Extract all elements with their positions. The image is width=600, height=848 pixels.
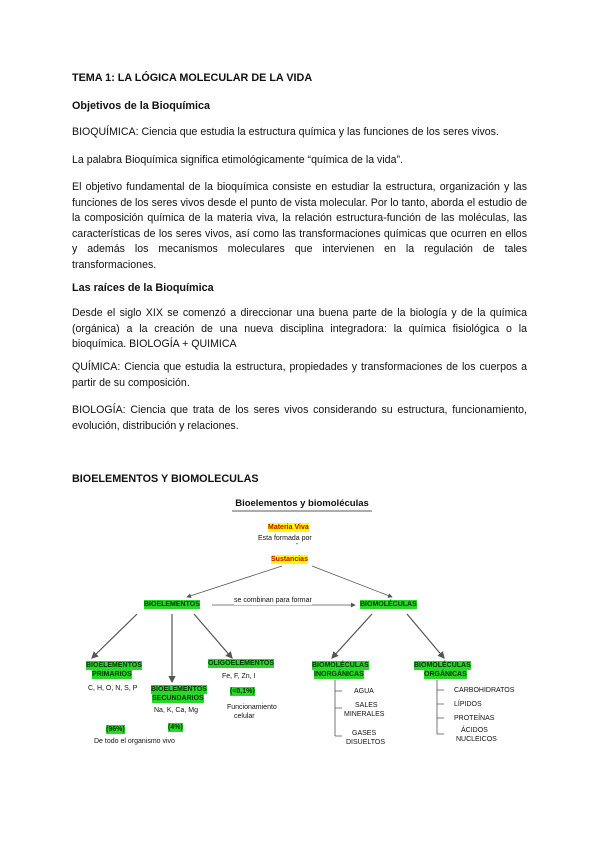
oligo-note-2: celular [234,713,255,720]
secundarios-list: Na, K, Ca, Mg [154,707,198,714]
secundarios-pct: (4%) [168,724,183,731]
diagram-title: Bioelementos y biomoléculas [235,498,369,509]
inorg-item-disueltos: DISUELTOS [346,739,386,746]
paragraph-siglo-xix: Desde el siglo XIX se comenzó a direccionar una buena parte de la biología y de la química (orgánica) a la creación de una nueva disciplina integradora: la química fisiológica o la bioquímica. BIOLOGÍA + QUIMICA [72,307,527,351]
section-heading-bioelementos: BIOELEMENTOS Y BIOMOLECULAS [72,473,259,485]
primarios-pct: (96%) [106,726,125,733]
doc-title: TEMA 1: LA LÓGICA MOLECULAR DE LA VIDA [72,72,313,84]
node-secundarios-2: SECUNDARIOS [152,695,204,702]
node-primarios-2: PRIMARIOS [92,671,132,678]
node-secundarios-1: BIOELEMENTOS [151,686,207,693]
primarios-list: C, H, O, N, S, P [88,685,138,692]
arrow-to-primarios [92,614,137,658]
inorg-item-minerales: MINERALES [344,711,385,718]
oligo-pct: (<0,1%) [230,688,255,695]
inorg-item-gases: GASES [352,730,377,737]
inorg-item-agua: AGUA [354,688,374,695]
node-inorganicas-2: INORGÁNICAS [314,671,364,678]
arrow-to-biomoleculas [312,566,392,597]
node-inorganicas-1: BIOMOLÉCULAS [312,662,369,669]
arrow-to-inorganicas [332,614,372,658]
node-organicas-1: BIOMOLÉCULAS [414,662,471,669]
node-oligoelementos: OLIGOELEMENTOS [208,660,274,667]
oligo-note-1: Funcionamiento [227,704,277,711]
concept-diagram [72,496,527,766]
arrow-to-organicas [407,614,444,658]
paragraph-quimica: QUÍMICA: Ciencia que estudia la estructura, propiedades y transformaciones de los cuerpos a partir de su composición. [72,361,527,389]
node-primarios-1: BIOELEMENTOS [86,662,142,669]
org-item-acidos: ÁCIDOS [461,727,488,734]
label-combinan: se combinan para formar [234,597,312,604]
org-item-nucleicos: NUCLEICOS [456,736,497,743]
oligo-list: Fe, F, Zn, I [222,673,256,680]
section-heading-objetivos: Objetivos de la Bioquímica [72,100,210,112]
org-item-carbohidratos: CARBOHIDRATOS [454,687,515,694]
node-materia-viva: Materia Viva [268,524,309,531]
arrow-to-bioelementos [187,566,282,597]
node-organicas-2: ORGÁNICAS [424,671,467,678]
section-heading-raices: Las raíces de la Bioquímica [72,282,214,294]
primarios-note: De todo el organismo vivo [94,738,175,745]
paragraph-biologia: BIOLOGÍA: Ciencia que trata de los seres vivos considerando su estructura, funcionamiento, evolución, distribución y relaciones. [72,404,527,432]
paragraph-palabra: La palabra Bioquímica significa etimológicamente “química de la vida”. [72,154,403,166]
org-item-proteinas: PROTEÍNAS [454,715,495,722]
paragraph-objetivo: El objetivo fundamental de la bioquímica consiste en estudiar la estructura, organización y las funciones de los seres vivos desde el punto de vista molecular. Por lo tanto, aborda el estudio de la composición química de la materia viva, la relación estructura-función de las moléculas, las características de los seres vivos, así como las transformaciones químicas que ocurren en ellos y además los mecanismos moleculares que intervienen en la regulación de tales transformaciones. [72,181,527,271]
paragraph-bioquimica: BIOQUÍMICA: Ciencia que estudia la estructura química y las funciones de los seres vivos. [72,126,499,138]
node-sustancias: Sustancias [271,556,308,563]
arrow-to-oligo [194,614,232,658]
org-item-lipidos: LÍPIDOS [454,701,482,708]
node-bioelementos: BIOELEMENTOS [144,601,200,608]
inorg-item-sales: SALES [355,702,378,709]
label-esta-formada: Esta formada por [258,535,312,542]
bracket-organicas [437,680,444,734]
bracket-inorganicas [335,680,342,736]
node-biomoleculas: BIOMOLÉCULAS [360,601,417,608]
